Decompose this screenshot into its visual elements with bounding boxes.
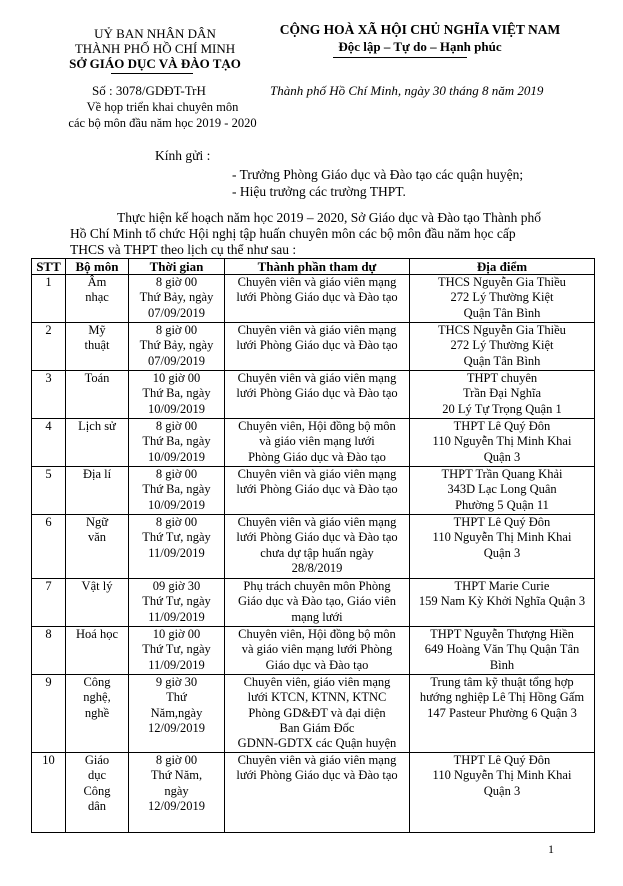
cell-time bbox=[129, 323, 225, 371]
cell-subject bbox=[66, 675, 129, 753]
cell-line: nghệ, bbox=[83, 690, 111, 705]
cell-line: Quận 3 bbox=[483, 545, 521, 560]
cell-line: 159 Nam Kỳ Khởi Nghĩa Quận 3 bbox=[418, 594, 586, 609]
cell-line: THCS Nguyễn Gia Thiều bbox=[438, 275, 566, 290]
cell-line: Giáo bbox=[84, 753, 110, 768]
cell-participants bbox=[225, 467, 410, 515]
cell-line: Chuyên viên, giáo viên mạng bbox=[243, 675, 391, 690]
cell-line: Thứ Ba, ngày bbox=[142, 482, 211, 497]
cell-location bbox=[410, 515, 595, 579]
table-row bbox=[32, 467, 595, 515]
cell-line: 110 Nguyễn Thị Minh Khai bbox=[432, 434, 572, 449]
cell-line: Chuyên viên, Hội đồng bộ môn bbox=[238, 419, 396, 434]
cell-location bbox=[410, 323, 595, 371]
cell-line: Chuyên viên và giáo viên mạng bbox=[237, 467, 397, 482]
cell-line: Chuyên viên và giáo viên mạng bbox=[237, 275, 397, 290]
cell-line: THPT chuyên bbox=[466, 371, 538, 386]
cell-stt bbox=[32, 515, 66, 579]
cell-text: 5 bbox=[45, 467, 52, 482]
cell-participants bbox=[225, 275, 410, 323]
cell-participants bbox=[225, 371, 410, 419]
cell-stt bbox=[32, 675, 66, 753]
cell-line: ngày bbox=[164, 783, 189, 798]
cell-line: Chuyên viên và giáo viên mạng bbox=[237, 515, 397, 530]
cell-line: lưới Phòng Giáo dục và Đào tạo bbox=[236, 482, 398, 497]
cell-line: 8 giờ 00 bbox=[155, 275, 198, 290]
cell-line: Giáo dục và Đào tạo, Giáo viên bbox=[238, 594, 396, 609]
cell-line: 07/09/2019 bbox=[148, 305, 205, 320]
agency-line-1: UỶ BAN NHÂN DÂN bbox=[94, 26, 216, 41]
cell-line: 110 Nguyễn Thị Minh Khai bbox=[432, 530, 572, 545]
table-row bbox=[32, 419, 595, 467]
cell-stt bbox=[32, 467, 66, 515]
table-row bbox=[32, 627, 595, 675]
cell-time bbox=[129, 579, 225, 627]
cell-time bbox=[129, 371, 225, 419]
recipient-1: - Trưởng Phòng Giáo dục và Đào tạo các quận huyện; bbox=[232, 167, 524, 182]
cell-location bbox=[410, 753, 595, 833]
table-row bbox=[32, 323, 595, 371]
agency-header bbox=[55, 26, 255, 72]
cell-line: Toán bbox=[84, 371, 110, 386]
cell-line: Chuyên viên và giáo viên mạng bbox=[237, 371, 397, 386]
cell-line: 11/09/2019 bbox=[148, 609, 205, 624]
cell-time bbox=[129, 627, 225, 675]
cell-line: lưới Phòng Giáo dục và Đào tạo bbox=[236, 386, 398, 401]
cell-line: lưới Phòng Giáo dục và Đào tạo bbox=[236, 530, 398, 545]
recipient-2: - Hiệu trưởng các trường THPT. bbox=[232, 184, 406, 199]
cell-subject bbox=[66, 419, 129, 467]
cell-participants bbox=[225, 627, 410, 675]
cell-subject bbox=[66, 627, 129, 675]
cell-text: 2 bbox=[45, 323, 52, 338]
cell-line: THCS Nguyễn Gia Thiều bbox=[438, 323, 566, 338]
cell-line: Ban Giám Đốc bbox=[279, 720, 355, 735]
cell-line: Thứ bbox=[166, 690, 187, 705]
cell-line: 272 Lý Thường Kiệt bbox=[450, 338, 554, 353]
cell-line: Năm,ngày bbox=[150, 705, 203, 720]
cell-line: văn bbox=[87, 530, 107, 545]
cell-line: Chuyên viên và giáo viên mạng bbox=[237, 323, 397, 338]
cell-line: Lịch sử bbox=[78, 419, 116, 434]
subject-line-2: các bộ môn đầu năm học 2019 - 2020 bbox=[68, 116, 257, 130]
cell-line: 11/09/2019 bbox=[148, 545, 205, 560]
cell-line: THPT Lê Quý Đôn bbox=[453, 753, 551, 768]
greeting: Kính gửi : bbox=[155, 148, 211, 163]
cell-line: THPT Marie Curie bbox=[454, 579, 550, 594]
cell-line: 649 Hoàng Văn Thụ Quận Tân bbox=[424, 642, 580, 657]
cell-line: lưới Phòng Giáo dục và Đào tạo bbox=[236, 290, 398, 305]
cell-line: chưa dự tập huấn ngày bbox=[260, 545, 374, 560]
subject-line-1: Về họp triển khai chuyên môn bbox=[86, 100, 239, 114]
cell-line: và giáo viên mạng lưới Phòng bbox=[241, 642, 393, 657]
agency-underline bbox=[111, 73, 193, 74]
cell-line: Chuyên viên, Hội đồng bộ môn bbox=[238, 627, 396, 642]
cell-line: Công bbox=[83, 783, 111, 798]
national-title: CỘNG HOÀ XÃ HỘI CHỦ NGHĨA VIỆT NAM bbox=[279, 22, 561, 37]
cell-line: lưới Phòng Giáo dục và Đào tạo bbox=[236, 768, 398, 783]
cell-location bbox=[410, 627, 595, 675]
cell-stt bbox=[32, 753, 66, 833]
cell-line: Ngữ bbox=[85, 515, 109, 530]
cell-line: THPT Nguyễn Thượng Hiền bbox=[430, 627, 574, 642]
cell-subject bbox=[66, 323, 129, 371]
cell-line: Thứ Bảy, ngày bbox=[139, 338, 214, 353]
place-date: Thành phố Hồ Chí Minh, ngày 30 tháng 8 năm 2019 bbox=[270, 83, 544, 98]
cell-line: 343D Lạc Long Quân bbox=[447, 482, 557, 497]
cell-location bbox=[410, 371, 595, 419]
cell-line: và giáo viên mạng lưới bbox=[259, 434, 375, 449]
header-location: Địa điểm bbox=[410, 259, 595, 275]
table-row bbox=[32, 515, 595, 579]
cell-line: Thứ Ba, ngày bbox=[142, 434, 211, 449]
cell-text: 1 bbox=[45, 275, 52, 290]
subject-block bbox=[55, 99, 270, 131]
national-motto: Độc lập – Tự do – Hạnh phúc bbox=[338, 39, 502, 54]
cell-participants bbox=[225, 579, 410, 627]
cell-line: THPT Lê Quý Đôn bbox=[453, 515, 551, 530]
cell-line: Thứ Năm, bbox=[150, 768, 203, 783]
cell-location bbox=[410, 579, 595, 627]
cell-time bbox=[129, 753, 225, 833]
cell-text: 3 bbox=[45, 371, 52, 386]
cell-line: dục bbox=[87, 768, 107, 783]
intro-paragraph bbox=[70, 210, 610, 258]
cell-line: thuật bbox=[84, 338, 110, 353]
cell-line: Thứ Tư, ngày bbox=[142, 530, 211, 545]
cell-line: 272 Lý Thường Kiệt bbox=[450, 290, 554, 305]
cell-participants bbox=[225, 515, 410, 579]
cell-line: Vật lý bbox=[81, 579, 113, 594]
cell-line: Trung tâm kỹ thuật tổng hợp bbox=[430, 675, 574, 690]
cell-text: 7 bbox=[45, 579, 52, 594]
cell-line: 10 giờ 00 bbox=[152, 371, 201, 386]
cell-subject bbox=[66, 275, 129, 323]
cell-text: 6 bbox=[45, 515, 52, 530]
cell-line: Công bbox=[83, 675, 111, 690]
cell-line: 8 giờ 00 bbox=[155, 753, 198, 768]
table-row bbox=[32, 675, 595, 753]
table-header-row bbox=[32, 259, 595, 275]
cell-line: 12/09/2019 bbox=[148, 798, 205, 813]
cell-time bbox=[129, 675, 225, 753]
cell-subject bbox=[66, 467, 129, 515]
recipients bbox=[232, 166, 523, 200]
cell-stt bbox=[32, 627, 66, 675]
cell-location bbox=[410, 467, 595, 515]
table-row bbox=[32, 275, 595, 323]
cell-location bbox=[410, 675, 595, 753]
cell-stt bbox=[32, 419, 66, 467]
cell-line: 10/09/2019 bbox=[148, 401, 205, 416]
national-header bbox=[250, 22, 590, 55]
schedule-table bbox=[31, 258, 595, 833]
cell-line: lưới Phòng Giáo dục và Đào tạo bbox=[236, 338, 398, 353]
cell-line: nghề bbox=[84, 705, 110, 720]
cell-line: 8 giờ 00 bbox=[155, 515, 198, 530]
cell-location bbox=[410, 275, 595, 323]
cell-line: Quận 3 bbox=[483, 783, 521, 798]
cell-line: nhạc bbox=[85, 290, 109, 305]
table-row bbox=[32, 579, 595, 627]
cell-line: Quận Tân Bình bbox=[463, 353, 541, 368]
cell-line: THPT Lê Quý Đôn bbox=[453, 419, 551, 434]
cell-text: 8 bbox=[45, 627, 52, 642]
cell-line: Quận Tân Bình bbox=[463, 305, 541, 320]
cell-line: 07/09/2019 bbox=[148, 353, 205, 368]
cell-participants bbox=[225, 675, 410, 753]
cell-line: 09 giờ 30 bbox=[152, 579, 201, 594]
cell-participants bbox=[225, 753, 410, 833]
cell-stt bbox=[32, 371, 66, 419]
cell-line: Phụ trách chuyên môn Phòng bbox=[243, 579, 391, 594]
cell-stt bbox=[32, 323, 66, 371]
intro-line-1: Thực hiện kế hoạch năm học 2019 – 2020, Sở Giáo dục và Đào tạo Thành phố bbox=[117, 210, 541, 225]
motto-underline bbox=[333, 57, 467, 58]
cell-line: 20 Lý Tự Trọng Quận 1 bbox=[442, 401, 562, 416]
header-subject: Bộ môn bbox=[66, 259, 129, 275]
cell-line: mạng lưới bbox=[291, 609, 343, 624]
cell-subject bbox=[66, 371, 129, 419]
cell-text: 10 bbox=[42, 753, 55, 768]
cell-stt bbox=[32, 275, 66, 323]
cell-subject bbox=[66, 515, 129, 579]
cell-subject bbox=[66, 753, 129, 833]
cell-line: 9 giờ 30 bbox=[155, 675, 198, 690]
cell-line: Âm bbox=[87, 275, 107, 290]
cell-line: Phòng Giáo dục và Đào tạo bbox=[248, 449, 386, 464]
cell-line: 110 Nguyễn Thị Minh Khai bbox=[432, 768, 572, 783]
cell-line: 8 giờ 00 bbox=[155, 323, 198, 338]
doc-number: Số : 3078/GDĐT-TrH bbox=[92, 83, 206, 98]
intro-line-2: Hồ Chí Minh tổ chức Hội nghị tập huấn chuyên môn các bộ môn đầu năm học cấp bbox=[70, 226, 516, 241]
page-number: 1 bbox=[548, 842, 554, 856]
cell-participants bbox=[225, 419, 410, 467]
cell-subject bbox=[66, 579, 129, 627]
cell-line: Giáo dục và Đào tạo bbox=[265, 657, 369, 672]
cell-line: 11/09/2019 bbox=[148, 657, 205, 672]
cell-line: GDNN-GDTX các Quận huyện bbox=[237, 736, 397, 751]
cell-stt bbox=[32, 579, 66, 627]
cell-participants bbox=[225, 323, 410, 371]
cell-time bbox=[129, 419, 225, 467]
header-participants: Thành phần tham dự bbox=[225, 259, 410, 275]
cell-location bbox=[410, 419, 595, 467]
intro-line-3: THCS và THPT theo lịch cụ thể như sau : bbox=[70, 242, 297, 257]
agency-line-2: THÀNH PHỐ HỒ CHÍ MINH bbox=[74, 41, 236, 56]
cell-line: Thứ Tư, ngày bbox=[142, 642, 211, 657]
cell-line: Thứ Tư, ngày bbox=[142, 594, 211, 609]
cell-line: Quận 3 bbox=[483, 449, 521, 464]
cell-line: Thứ Bảy, ngày bbox=[139, 290, 214, 305]
header-time: Thời gian bbox=[129, 259, 225, 275]
cell-line: Hoá học bbox=[76, 627, 118, 642]
table-row bbox=[32, 753, 595, 833]
cell-line: dân bbox=[87, 798, 107, 813]
cell-line: 10 giờ 00 bbox=[152, 627, 201, 642]
cell-text: 9 bbox=[45, 675, 52, 690]
cell-time bbox=[129, 467, 225, 515]
cell-line: Trần Đại Nghĩa bbox=[462, 386, 541, 401]
cell-line: 10/09/2019 bbox=[148, 497, 205, 512]
cell-line: Phường 5 Quận 11 bbox=[455, 497, 549, 512]
cell-line: Mỹ bbox=[88, 323, 106, 338]
cell-line: Bình bbox=[489, 657, 515, 672]
table-row bbox=[32, 371, 595, 419]
cell-text: 4 bbox=[45, 419, 52, 434]
cell-time bbox=[129, 515, 225, 579]
agency-line-3: SỞ GIÁO DỤC VÀ ĐÀO TẠO bbox=[69, 56, 241, 71]
cell-line: 28/8/2019 bbox=[291, 560, 343, 575]
cell-line: 147 Pasteur Phường 6 Quận 3 bbox=[427, 705, 577, 720]
cell-line: Địa lí bbox=[82, 467, 112, 482]
cell-line: 8 giờ 00 bbox=[155, 467, 198, 482]
cell-time bbox=[129, 275, 225, 323]
cell-line: hướng nghiệp Lê Thị Hồng Gấm bbox=[419, 690, 585, 705]
cell-line: Chuyên viên và giáo viên mạng bbox=[237, 753, 397, 768]
cell-line: Phòng GD&ĐT và đại diện bbox=[248, 705, 386, 720]
cell-line: 10/09/2019 bbox=[148, 449, 205, 464]
cell-line: lưới KTCN, KTNN, KTNC bbox=[247, 690, 387, 705]
cell-line: 12/09/2019 bbox=[148, 720, 205, 735]
cell-line: THPT Trần Quang Khải bbox=[441, 467, 563, 482]
cell-line: 8 giờ 00 bbox=[155, 419, 198, 434]
cell-line: Thứ Ba, ngày bbox=[142, 386, 211, 401]
header-stt: STT bbox=[32, 259, 66, 275]
